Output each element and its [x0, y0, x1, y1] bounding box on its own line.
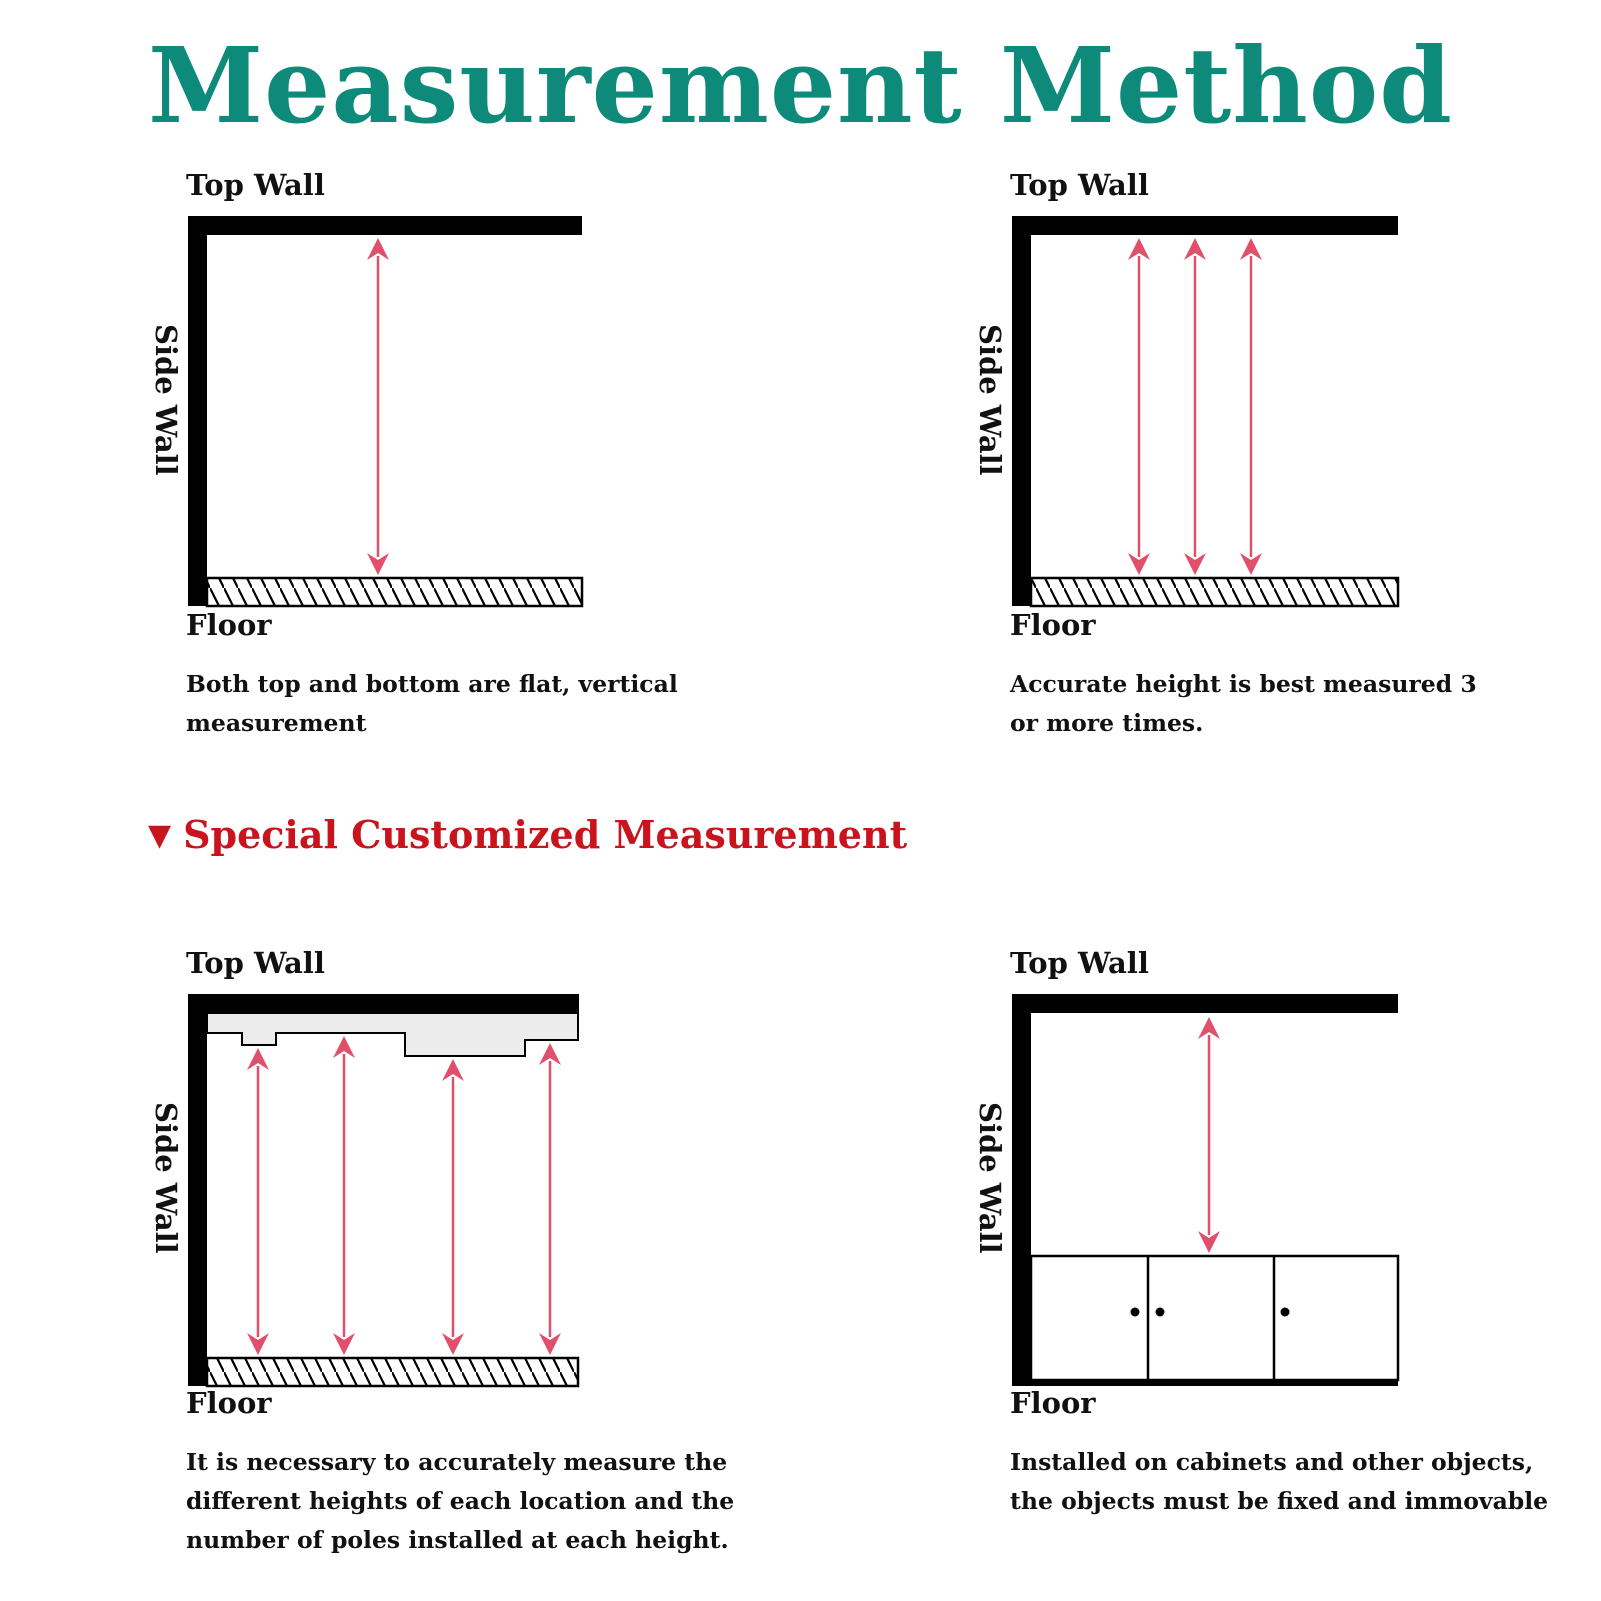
measure-arrow [442, 1059, 464, 1355]
side-wall [1012, 216, 1031, 606]
caption-line: Both top and bottom are flat, vertical [186, 670, 678, 698]
measure-arrow [333, 1036, 355, 1355]
measure-arrow [1184, 238, 1206, 575]
measure-arrow [539, 1043, 561, 1355]
diagram-uneven-ceiling [188, 994, 579, 1386]
cabinet-body [1031, 1256, 1398, 1380]
side-wall-label: Side Wall [973, 324, 1007, 476]
caption-line: It is necessary to accurately measure the [186, 1448, 728, 1476]
diagram-multiple-measurements [1012, 216, 1398, 606]
measure-arrow [1198, 1017, 1220, 1253]
top-wall [1012, 216, 1398, 235]
floor-hatch [1031, 578, 1398, 606]
caption-line: different heights of each location and the [186, 1487, 735, 1515]
diagram-on-cabinets [1012, 994, 1398, 1386]
page-title: Measurement Method [148, 24, 1453, 147]
side-wall [188, 994, 207, 1386]
side-wall [188, 216, 207, 606]
top-wall [188, 216, 582, 235]
triangle-down-icon: ▼ [148, 818, 172, 853]
floor-label: Floor [1010, 608, 1096, 642]
diagram-flat [188, 216, 582, 606]
caption-line: number of poles installed at each height. [186, 1526, 729, 1554]
cabinet-knob [1131, 1308, 1140, 1317]
top-wall-label: Top Wall [1010, 168, 1149, 202]
measure-arrow [367, 238, 389, 575]
side-wall-label: Side Wall [149, 324, 183, 476]
measure-arrow [247, 1048, 269, 1355]
cabinet [1031, 1256, 1398, 1380]
special-heading-text: Special Customized Measurement [183, 812, 908, 857]
caption-line: Accurate height is best measured 3 [1010, 670, 1477, 698]
floor-hatch [207, 1358, 578, 1386]
floor-hatch [207, 578, 582, 606]
caption-line: the objects must be fixed and immovable [1010, 1487, 1549, 1515]
measure-arrow [1128, 238, 1150, 575]
caption-line: Installed on cabinets and other objects, [1010, 1448, 1534, 1476]
side-wall [1012, 994, 1031, 1386]
caption-line: measurement [186, 709, 367, 737]
cabinet-knob [1156, 1308, 1165, 1317]
side-wall-label: Side Wall [973, 1102, 1007, 1254]
floor-label: Floor [186, 1386, 272, 1420]
floor-label: Floor [1010, 1386, 1096, 1420]
top-wall-label: Top Wall [1010, 946, 1149, 980]
top-wall [188, 994, 579, 1013]
side-wall-label: Side Wall [149, 1102, 183, 1254]
ceiling-recess [207, 1013, 578, 1056]
top-wall-label: Top Wall [186, 946, 325, 980]
top-wall [1012, 994, 1398, 1013]
top-wall-label: Top Wall [186, 168, 325, 202]
caption-line: or more times. [1010, 709, 1204, 737]
floor-label: Floor [186, 608, 272, 642]
measure-arrow [1240, 238, 1262, 575]
cabinet-knob [1281, 1308, 1290, 1317]
